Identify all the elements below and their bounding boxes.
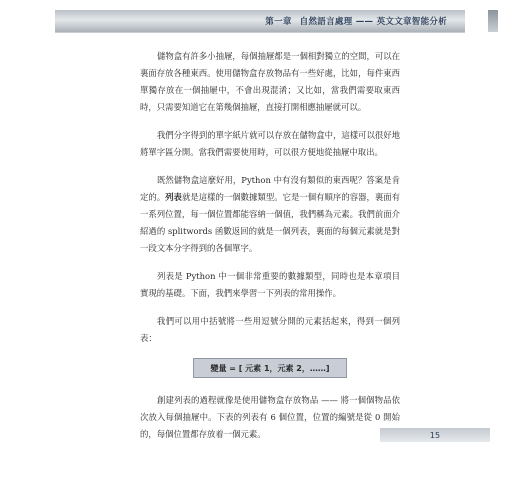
paragraph-list-creation: 創建列表的過程就像是使用儲物盒存放物品 —— 將一個個物品依次放入每個抽屜中。下表的列表有 6 個位置，位置的編號是從 0 開始的，每個位置都存放着一個元素。	[140, 395, 400, 439]
header-divider	[55, 32, 465, 33]
page-number: 15	[429, 430, 441, 440]
chapter-header-bar	[55, 10, 465, 32]
chapter-label: 第一章	[265, 17, 292, 27]
chapter-title: 自然語言處理 —— 英文文章智能分析	[299, 17, 447, 27]
list-syntax-formula: 變量 = [ 元素 1，元素 2，……]	[193, 358, 347, 378]
chapter-header	[265, 15, 447, 27]
list-intro-text-end: 就是這樣的一個數據類型。它是一個有順序的容器，裏面有一系列位置，每一個位置都能容納一個值，我們稱為元素。我們前面介紹過的 splitwords 函數返回的就是一個列表，裏面的每個元素就是對一段文本分字得到的各個單字。	[140, 192, 401, 253]
paragraph-storage-box: 儲物盒有許多小抽屜，每個抽屜都是一個相對獨立的空間，可以在裏面存放各種東西。使用儲物盒存放物品有一些好處，比如，每件東西單獨存放在一個抽屜中，不會出現混淆；又比如，當我們需要取東西時，只需要知道它在第幾個抽屜，直接打開相應抽屜就可以。	[140, 51, 400, 112]
list-term: 列表	[165, 192, 182, 202]
page-footer	[380, 428, 490, 442]
page-body	[140, 48, 400, 454]
paragraph-list-intro	[140, 172, 400, 257]
paragraph-word-slips: 我們分字得到的單字紙片就可以存放在儲物盒中，這樣可以很好地將單字區分開。當我們需要使用時，可以很方便地從抽屜中取出。	[140, 130, 400, 157]
paragraph-list-importance: 列表是 Python 中一個非常重要的數據類型，同時也是本章項目實現的基礎。下面，我們來學習一下列表的常用操作。	[140, 271, 400, 298]
decorative-side-strip	[488, 10, 498, 32]
list-intro-text-start: 既然儲物盒這麼好用，Python 中有沒有類似的東西呢？答案是肯定的。	[140, 175, 400, 202]
paragraph-list-syntax: 我們可以用中括號將一些用逗號分開的元素括起來，得到一個列表：	[140, 316, 400, 343]
